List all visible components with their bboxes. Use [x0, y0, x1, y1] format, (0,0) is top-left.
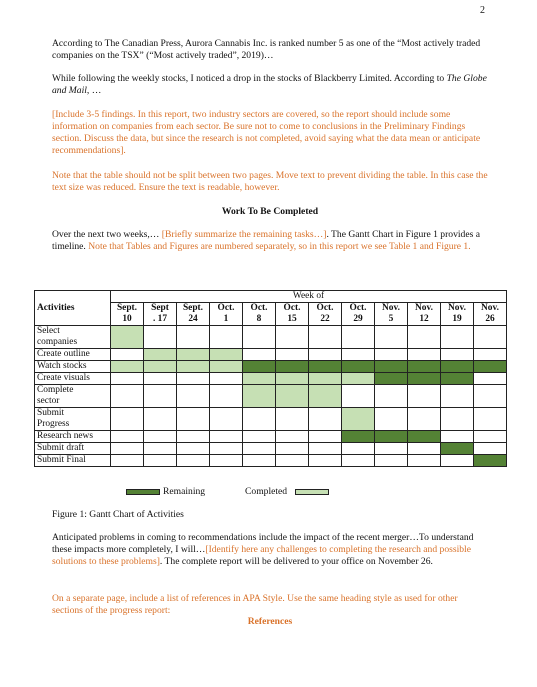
gantt-row	[35, 349, 507, 361]
gantt-cell-remaining	[309, 361, 342, 373]
week-month: Sept.	[182, 303, 204, 313]
paragraph-references-instructions: On a separate page, include a list of references in APA Style. Use the same heading style as used for other sections of the progress report:	[52, 593, 458, 616]
activity-label: sector	[35, 396, 111, 408]
gantt-cell-empty	[243, 326, 276, 349]
gantt-cell-empty	[243, 408, 276, 431]
activity-label: Progress	[35, 419, 111, 431]
gantt-cell-empty	[210, 443, 243, 455]
week-day: . 17	[152, 314, 168, 324]
gantt-cell-empty	[210, 326, 243, 349]
gantt-cell-empty	[243, 443, 276, 455]
activity-label: Create visuals	[35, 373, 111, 385]
gantt-cell-empty	[210, 373, 243, 385]
gantt-cell-empty	[375, 443, 408, 455]
gantt-cell-empty	[408, 408, 441, 431]
week-day: 24	[188, 314, 198, 324]
gantt-cell-completed	[210, 361, 243, 373]
gantt-cell-empty	[111, 443, 144, 455]
anticipated-problems-text: Anticipated problems in coming to recommendations include the impact of the recent merger…To understand these impacts more completely, I will…	[52, 532, 474, 555]
gantt-cell-remaining	[474, 455, 507, 467]
gantt-row	[35, 455, 507, 467]
gantt-cell-empty	[276, 443, 309, 455]
gantt-cell-empty	[276, 455, 309, 467]
remaining-tasks-gantt-ref: . The Gantt Chart in Figure 1 provides a timeline.	[52, 229, 480, 252]
gantt-cell-empty	[474, 431, 507, 443]
gantt-cell-empty	[111, 373, 144, 385]
week-header-cell	[375, 303, 408, 326]
gantt-cell-remaining	[408, 373, 441, 385]
gantt-cell-remaining	[342, 361, 375, 373]
legend-remaining-label: Remaining	[163, 486, 206, 497]
gantt-cell-empty	[408, 455, 441, 467]
week-header-cell	[408, 303, 441, 326]
gantt-cell-empty	[111, 385, 144, 408]
gantt-cell-empty	[177, 408, 210, 431]
week-header-cell	[144, 303, 177, 326]
gantt-cell-empty	[375, 326, 408, 349]
gantt-cell-empty	[177, 455, 210, 467]
gantt-cell-empty	[243, 431, 276, 443]
gantt-cell-completed	[276, 385, 309, 408]
paragraph-blackberry-end: , …	[86, 85, 102, 96]
week-month: Oct.	[217, 303, 235, 313]
activity-label: Submit draft	[35, 443, 111, 455]
gantt-cell-empty	[309, 408, 342, 431]
gantt-cell-empty	[441, 408, 474, 431]
week-header-cell	[210, 303, 243, 326]
gantt-cell-empty	[144, 431, 177, 443]
paragraph-blackberry-text: While following the weekly stocks, I noticed a drop in the stocks of Blackberry Limited. According to	[52, 73, 447, 84]
publication-title: The Globe and Mail	[52, 73, 487, 96]
gantt-cell-empty	[474, 349, 507, 361]
gantt-cell-empty	[210, 385, 243, 408]
week-header-cell	[177, 303, 210, 326]
gantt-cell-empty	[177, 443, 210, 455]
gantt-cell-empty	[111, 408, 144, 431]
week-day: 12	[419, 314, 429, 324]
gantt-cell-remaining	[441, 361, 474, 373]
activity-label: Submit Final	[35, 455, 111, 467]
paragraph-aurora: According to The Canadian Press, Aurora Cannabis Inc. is ranked number 5 as one of the “Most actively traded companies on the TSX” (“Most actively traded”, 2019)…	[52, 38, 481, 61]
gantt-cell-empty	[210, 455, 243, 467]
gantt-cell-empty	[144, 326, 177, 349]
gantt-cell-empty	[441, 431, 474, 443]
week-header-cell	[243, 303, 276, 326]
week-month: Oct.	[250, 303, 268, 313]
gantt-cell-empty	[210, 431, 243, 443]
gantt-cell-empty	[111, 349, 144, 361]
legend-completed-swatch	[295, 489, 329, 495]
gantt-cell-empty	[342, 349, 375, 361]
week-day: 22	[320, 314, 330, 324]
gantt-cell-empty	[276, 408, 309, 431]
week-month: Oct.	[283, 303, 301, 313]
activity-label: Select	[35, 326, 111, 338]
gantt-cell-remaining	[408, 431, 441, 443]
week-day: 19	[452, 314, 462, 324]
week-header-cell	[276, 303, 309, 326]
gantt-cell-empty	[276, 349, 309, 361]
week-day: 15	[287, 314, 297, 324]
gantt-cell-empty	[474, 373, 507, 385]
gantt-cell-empty	[177, 373, 210, 385]
gantt-cell-completed	[309, 385, 342, 408]
activity-label: Research news	[35, 431, 111, 443]
gantt-cell-empty	[408, 326, 441, 349]
gantt-cell-empty	[441, 455, 474, 467]
gantt-cell-empty	[408, 385, 441, 408]
paragraph-remaining-tasks	[52, 229, 488, 253]
gantt-cell-empty	[441, 326, 474, 349]
gantt-cell-empty	[474, 408, 507, 431]
legend-completed-label: Completed	[245, 486, 288, 497]
gantt-cell-empty	[342, 443, 375, 455]
gantt-cell-empty	[342, 455, 375, 467]
gantt-cell-empty	[375, 349, 408, 361]
gantt-cell-empty	[375, 455, 408, 467]
gantt-cell-remaining	[375, 361, 408, 373]
gantt-cell-empty	[177, 326, 210, 349]
gantt-row	[35, 431, 507, 443]
gantt-cell-completed	[111, 361, 144, 373]
numbering-note: Note that Tables and Figures are numbered separately, so in this report we see Table 1 and Figure 1.	[88, 241, 471, 252]
gantt-row	[35, 361, 507, 373]
week-day: 26	[485, 314, 495, 324]
gantt-cell-empty	[408, 443, 441, 455]
gantt-body	[35, 326, 507, 467]
week-month: Sept.	[116, 303, 138, 313]
activity-label: Create outline	[35, 349, 111, 361]
gantt-cell-empty	[243, 349, 276, 361]
week-header-cell	[309, 303, 342, 326]
week-day: 1	[223, 314, 229, 324]
gantt-cell-empty	[111, 455, 144, 467]
gantt-cell-remaining	[441, 373, 474, 385]
gantt-cell-empty	[144, 443, 177, 455]
gantt-cell-remaining	[276, 361, 309, 373]
legend-remaining-swatch	[126, 489, 160, 495]
gantt-cell-empty	[408, 349, 441, 361]
week-month: Oct.	[349, 303, 367, 313]
gantt-cell-completed	[144, 361, 177, 373]
remaining-tasks-instructions: [Briefly summarize the remaining tasks…]	[161, 229, 327, 240]
gantt-cell-completed	[210, 349, 243, 361]
gantt-cell-empty	[342, 326, 375, 349]
week-month: Sept	[151, 303, 169, 313]
gantt-cell-remaining	[408, 361, 441, 373]
gantt-cell-empty	[309, 326, 342, 349]
week-day: 8	[256, 314, 262, 324]
gantt-cell-empty	[375, 385, 408, 408]
paragraph-findings-instructions: [Include 3-5 findings. In this report, two industry sectors are covered, so the report should include some information on companies from each sector. Be sure not to come to conclusions in the Preliminary Findings section. Discuss the data, but since the research is not completed, avoid saying what the data mean or anticipate recommendations].	[52, 109, 481, 156]
paragraph-blackberry	[52, 73, 488, 97]
gantt-cell-remaining	[375, 431, 408, 443]
heading-references: References	[247, 616, 293, 627]
gantt-cell-completed	[177, 349, 210, 361]
activity-label: Submit	[35, 408, 111, 420]
gantt-row	[35, 408, 507, 420]
week-month: Nov.	[448, 303, 466, 313]
gantt-cell-completed	[111, 326, 144, 349]
gantt-cell-remaining	[342, 431, 375, 443]
gantt-cell-empty	[177, 431, 210, 443]
gantt-cell-remaining	[441, 443, 474, 455]
week-month: Nov.	[415, 303, 433, 313]
gantt-row	[35, 443, 507, 455]
gantt-cell-empty	[309, 443, 342, 455]
week-header-cell	[474, 303, 507, 326]
figure-caption: Figure 1: Gantt Chart of Activities	[52, 509, 184, 520]
week-header-cell	[111, 303, 144, 326]
gantt-cell-empty	[441, 385, 474, 408]
page-number: 2	[480, 5, 485, 16]
activity-label: companies	[35, 337, 111, 349]
anticipated-problems-instructions: [Identify here any challenges to completing the research and possible solutions to these problems]	[52, 544, 471, 567]
gantt-cell-empty	[309, 431, 342, 443]
gantt-cell-empty	[111, 431, 144, 443]
gantt-cell-empty	[177, 385, 210, 408]
week-month: Oct.	[316, 303, 334, 313]
heading-work-to-be-completed: Work To Be Completed	[221, 206, 319, 217]
gantt-cell-empty	[342, 385, 375, 408]
gantt-cell-completed	[276, 373, 309, 385]
week-day: 10	[122, 314, 132, 324]
gantt-cell-empty	[309, 455, 342, 467]
gantt-cell-empty	[309, 349, 342, 361]
gantt-cell-empty	[144, 408, 177, 431]
week-day: 29	[353, 314, 363, 324]
week-header-cell	[342, 303, 375, 326]
gantt-cell-completed	[243, 373, 276, 385]
gantt-cell-remaining	[243, 361, 276, 373]
gantt-cell-remaining	[474, 361, 507, 373]
gantt-row	[35, 385, 507, 397]
gantt-cell-empty	[441, 349, 474, 361]
gantt-cell-completed	[342, 408, 375, 431]
week-month: Nov.	[382, 303, 400, 313]
week-header-cell	[441, 303, 474, 326]
anticipated-problems-end: . The complete report will be delivered to your office on November 26.	[159, 556, 433, 567]
paragraph-anticipated-problems	[52, 532, 488, 568]
gantt-cell-empty	[276, 326, 309, 349]
gantt-cell-completed	[243, 385, 276, 408]
gantt-cell-completed	[177, 361, 210, 373]
gantt-cell-empty	[144, 373, 177, 385]
week-of-header: Week of	[111, 291, 507, 303]
gantt-cell-empty	[144, 455, 177, 467]
gantt-cell-completed	[309, 373, 342, 385]
gantt-cell-empty	[474, 326, 507, 349]
week-month: Nov.	[481, 303, 499, 313]
gantt-cell-remaining	[375, 373, 408, 385]
gantt-chart-table	[34, 290, 507, 467]
remaining-tasks-text: Over the next two weeks,…	[52, 229, 162, 240]
activity-label: Watch stocks	[35, 361, 111, 373]
paragraph-table-note: Note that the table should not be split between two pages. Move text to prevent dividing the table. In this case the text size was reduced. Ensure the text is readable, however.	[52, 170, 488, 193]
gantt-cell-empty	[276, 431, 309, 443]
activity-label: Complete	[35, 385, 111, 397]
gantt-cell-completed	[342, 373, 375, 385]
gantt-cell-completed	[144, 349, 177, 361]
gantt-cell-empty	[474, 385, 507, 408]
week-day: 5	[388, 314, 394, 324]
gantt-cell-empty	[144, 385, 177, 408]
gantt-cell-empty	[243, 455, 276, 467]
gantt-cell-empty	[474, 443, 507, 455]
gantt-cell-empty	[375, 408, 408, 431]
activities-header: Activities	[35, 291, 111, 326]
gantt-row	[35, 373, 507, 385]
gantt-row	[35, 326, 507, 338]
gantt-cell-empty	[210, 408, 243, 431]
